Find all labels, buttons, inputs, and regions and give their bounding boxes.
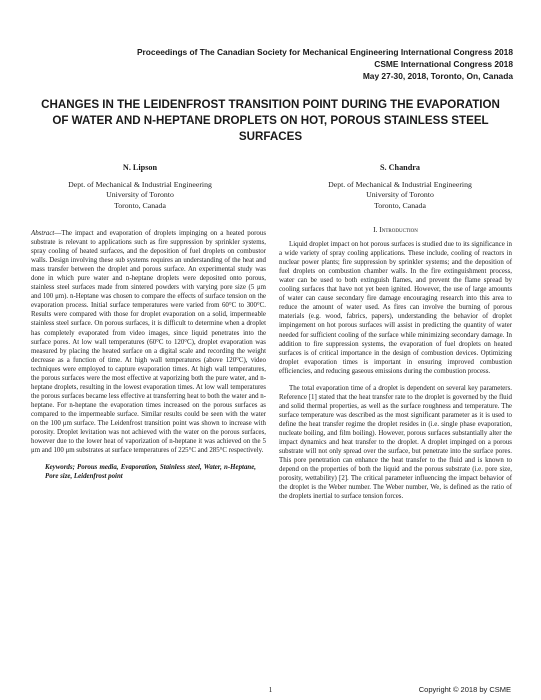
section-title: Introduction: [379, 225, 418, 234]
page-number: 1: [268, 685, 273, 694]
section-number: I.: [373, 225, 378, 234]
header-line-2: CSME International Congress 2018: [374, 58, 513, 69]
author-city: Toronto, Canada: [374, 200, 426, 210]
left-column: [31, 229, 266, 481]
header-line-3: May 27-30, 2018, Toronto, On, Canada: [362, 70, 513, 81]
right-column: [279, 225, 512, 501]
abstract-label: Abstract: [31, 230, 55, 237]
author-block-2: [290, 163, 510, 211]
copyright: Copyright © 2018 by CSME: [418, 685, 511, 694]
header-line-1: Proceedings of The Canadian Society for Mechanical Engineering International Congress 2018: [136, 47, 513, 57]
author-name: N. Lipson: [122, 163, 158, 172]
author-university: University of Toronto: [106, 190, 174, 199]
author-dept: Dept. of Mechanical & Industrial Engineering: [68, 179, 212, 189]
author-dept: Dept. of Mechanical & Industrial Engineering: [328, 179, 472, 189]
author-university: University of Toronto: [366, 190, 434, 199]
author-city: Toronto, Canada: [114, 200, 166, 210]
intro-paragraph-1: Liquid droplet impact on hot porous surfaces is studied due to its significance in a wide variety of spray cooling applications. These include, cooling of reactors in nuclear power plants; fire suppression by sprinkler systems; and the deposition of fuel droplets on combustion chamber walls. In the fire extinguishment process, water can be used to both extinguish flames, and prevent the flame spread by cooling surfaces that have not yet been ignited. However, the use of large amounts of water can cause secondary fire damage encouraging research into this area to reduce the amount of water used. As fires can involve the burning of porous materials (e.g. wood, fabrics, papers), understanding the behavior of droplet impingement on hot porous surfaces will assist in predicting the quantity of water needed for sufficient cooling of the surface while minimizing secondary damage. In addition to fire suppression systems, the evaporation of fuel droplets on heated surfaces is of critical importance in the design of combustion devices. Optimizing droplet evaporation times is important in ensuring improved combustion efficiencies, and reducing gaseous emissions during the combustion process.: [279, 241, 512, 375]
intro-paragraph-2: The total evaporation time of a droplet is dependent on several key parameters. Reference [1] stated that the heat transfer rate to the droplet is governed by the fluid and solid thermal properties, as well as the surface roughness and temperature. The surface temperature was described as the most significant parameter as it is used to define the heat transfer regime the droplet resides in (i.e. single phase evaporation, nucleate boiling, and film boiling). However, porous surfaces substantially alter the impact dynamics and heat transfer to the droplet. A droplet impinged on a porous substrate will not only spread over the surface, but penetrate into the surface pores. This pore penetration can enhance the heat transfer to the fluid and is known to depend on the properties of both the liquid and the porous substrate (i.e. pore size, porosity, wettability) [2]. The critical parameter influencing the impact behavior of the droplet is the Weber number. The Weber number, We, is defined as the ratio of the droplets inertial to surface tension forces.: [279, 384, 512, 501]
paper-title: CHANGES IN THE LEIDENFROST TRANSITION POINT DURING THE EVAPORATION OF WATER AND N-HEPTANE DROPLETS ON HOT, POROUS STAINLESS STEEL SURFACES: [41, 98, 500, 143]
author-name: S. Chandra: [379, 163, 421, 172]
proceedings-header: [137, 47, 513, 82]
keywords: Keywords; Porous media, Evaporation, Stainless steel, Water, n-Heptane, Pore size, Leidenfrost point: [45, 464, 256, 481]
section-heading: [279, 225, 512, 234]
abstract: [31, 229, 266, 455]
author-block-1: [30, 163, 250, 211]
abstract-text: —The impact and evaporation of droplets impinging on a heated porous substrate is relevant to applications such as fire suppression by sprinkler systems, spray cooling of heated surfaces, and the deposition of fuel droplets on combustor walls. Design involving these sub systems requires an understanding of the heat and mass transfer between the droplet and porous surface. An experimental study was done in which pure water and n-heptane droplets were deposited onto porous, stainless steel surfaces made from sintered powders with varying pore size (5 μm and 100 μm). n-Heptane was chosen to compare the effects of surface tension on the evaporation process. Initial surface temperatures were varied from 60°C to 300°C. Results were compared with those for droplet evaporation on a solid, impermeable stainless steel surface. On porous surfaces, it is difficult to determine when a droplet has completely evaporated from video images, since liquid penetrates into the surface pores. At low wall temperatures (60°C to 120°C), droplet evaporation was measured by placing the heated surface on a digital scale and recording the weight decrease as a function of time. At high wall temperatures (above 120°C), video techniques were employed to capture evaporation times. At high wall temperatures, the porous surfaces were the most effective at vaporizing both the pure water, and n-heptane droplets, resulting in the lowest evaporation times. At low wall temperatures the porous surfaces became less effective at transferring heat to both the water and n-heptane. For n-heptane the evaporation times increased on the porous surfaces as compared to the impermeable surface. Similar results could be seen with the water on the 100 μm surface. The Leidenfrost transition point was shown to increase with porosity. Droplet levitation was not achieved with the water on the porous surfaces, however due to the lower heat of vaporization of n-heptane it was achieved on the 5 μm and 100 μm substrates at surface temperatures of 225°C and 285°C respectively.: [31, 230, 266, 455]
